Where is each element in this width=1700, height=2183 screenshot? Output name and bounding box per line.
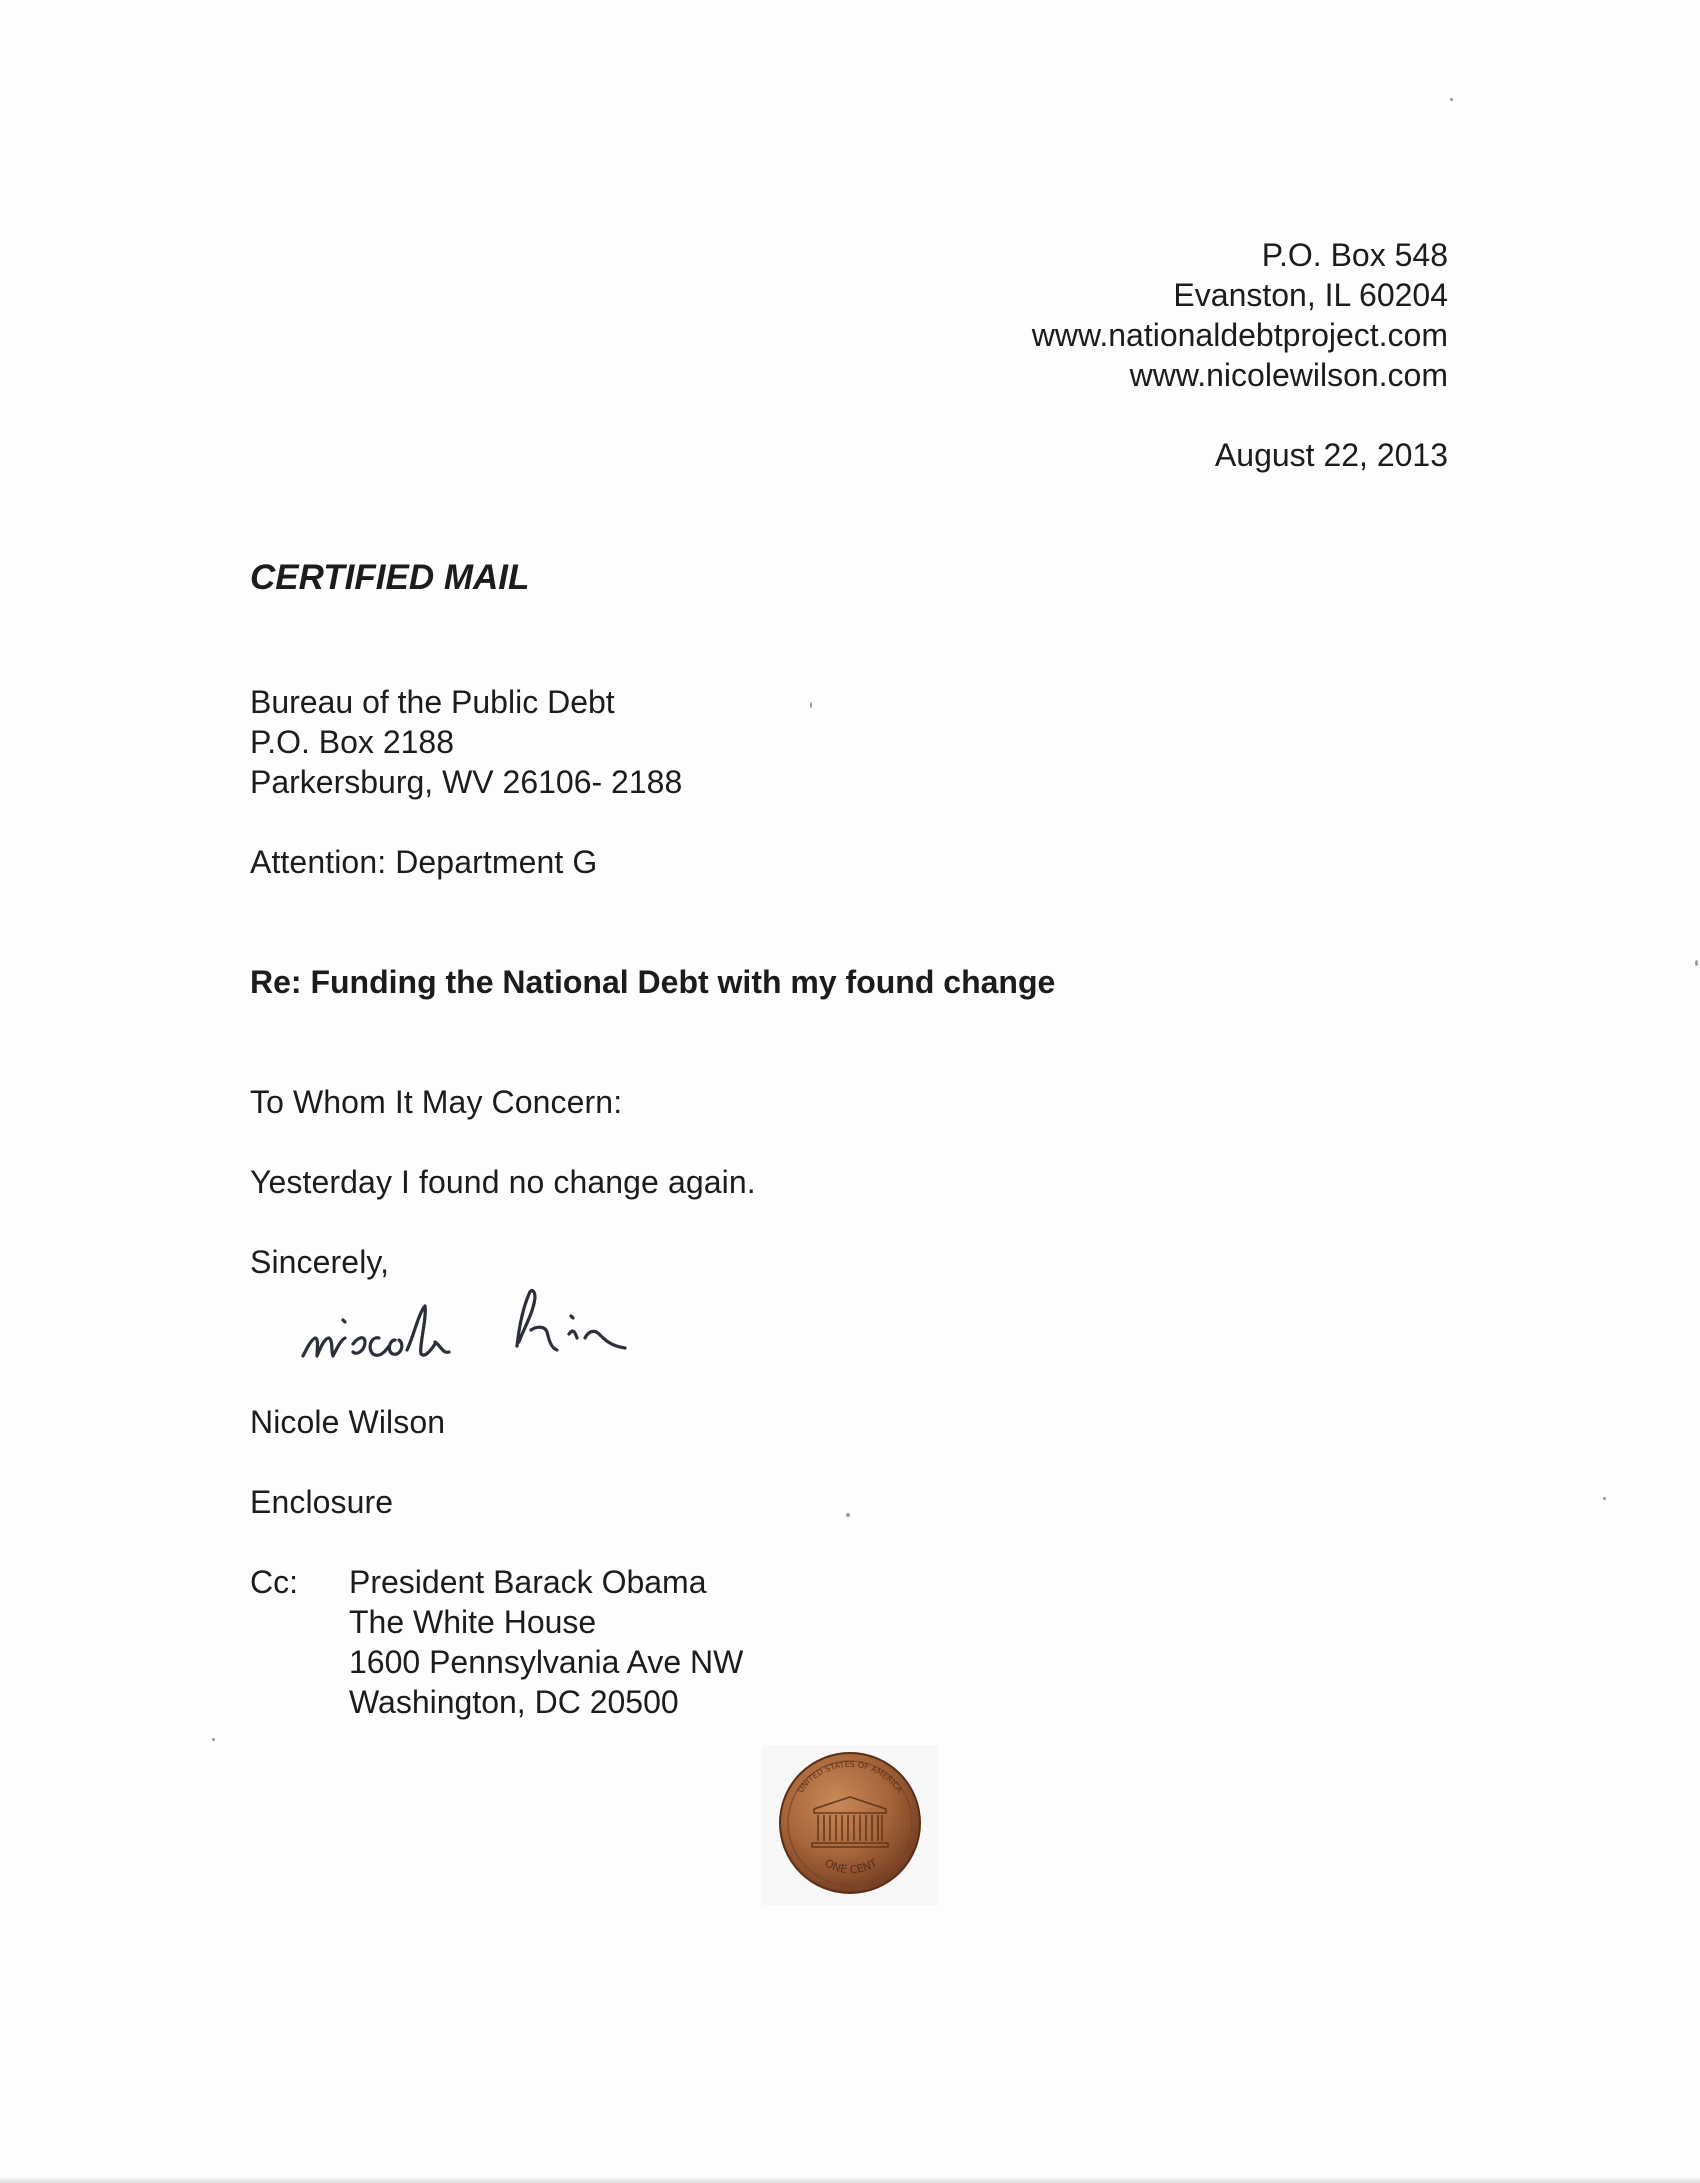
- sender-city-line: Evanston, IL 60204: [1173, 277, 1448, 313]
- enclosed-penny: [762, 1735, 937, 1910]
- scan-speck: [1695, 960, 1698, 966]
- handwritten-signature: [295, 1268, 675, 1378]
- certified-mail-heading: CERTIFIED MAIL: [250, 558, 530, 597]
- cc-line: Washington, DC 20500: [349, 1684, 679, 1720]
- recipient-address: [250, 682, 682, 802]
- subject-line: Re: Funding the National Debt with my found change: [250, 964, 1056, 1000]
- body-paragraph: Yesterday I found no change again.: [250, 1164, 756, 1200]
- scan-edge-shadow: [0, 2177, 1700, 2183]
- recipient-name: Bureau of the Public Debt: [250, 684, 615, 720]
- scan-speck: [212, 1738, 215, 1741]
- coin-inscription-bottom: ONE CENT: [822, 1856, 880, 1877]
- sender-po-box: P.O. Box 548: [1261, 237, 1448, 273]
- cc-label: Cc:: [250, 1564, 298, 1600]
- sender-website-2: www.nicolewilson.com: [1129, 357, 1448, 393]
- cc-line: 1600 Pennsylvania Ave NW: [349, 1644, 744, 1680]
- sender-address: [1032, 235, 1448, 395]
- recipient-po-box: P.O. Box 2188: [250, 724, 454, 760]
- signer-name: Nicole Wilson: [250, 1404, 446, 1440]
- salutation: To Whom It May Concern:: [250, 1084, 623, 1120]
- scan-speck: [846, 1513, 850, 1517]
- cc-line: The White House: [349, 1604, 597, 1640]
- sender-website-1: www.nationaldebtproject.com: [1031, 317, 1448, 353]
- coin-inscription-top: UNITED STATES OF AMERICA: [795, 1759, 905, 1795]
- attention-line: Attention: Department G: [250, 844, 598, 880]
- penny-icon: [762, 1735, 937, 1910]
- closing: Sincerely,: [250, 1244, 390, 1280]
- scan-speck: [1603, 1497, 1606, 1500]
- scan-speck: [1450, 98, 1453, 101]
- scan-speck: [810, 702, 812, 708]
- cc-line: President Barack Obama: [349, 1564, 707, 1600]
- enclosure-note: Enclosure: [250, 1484, 394, 1520]
- cc-address: [349, 1562, 743, 1722]
- letter-date: August 22, 2013: [1214, 437, 1448, 473]
- recipient-city-line: Parkersburg, WV 26106- 2188: [250, 764, 683, 800]
